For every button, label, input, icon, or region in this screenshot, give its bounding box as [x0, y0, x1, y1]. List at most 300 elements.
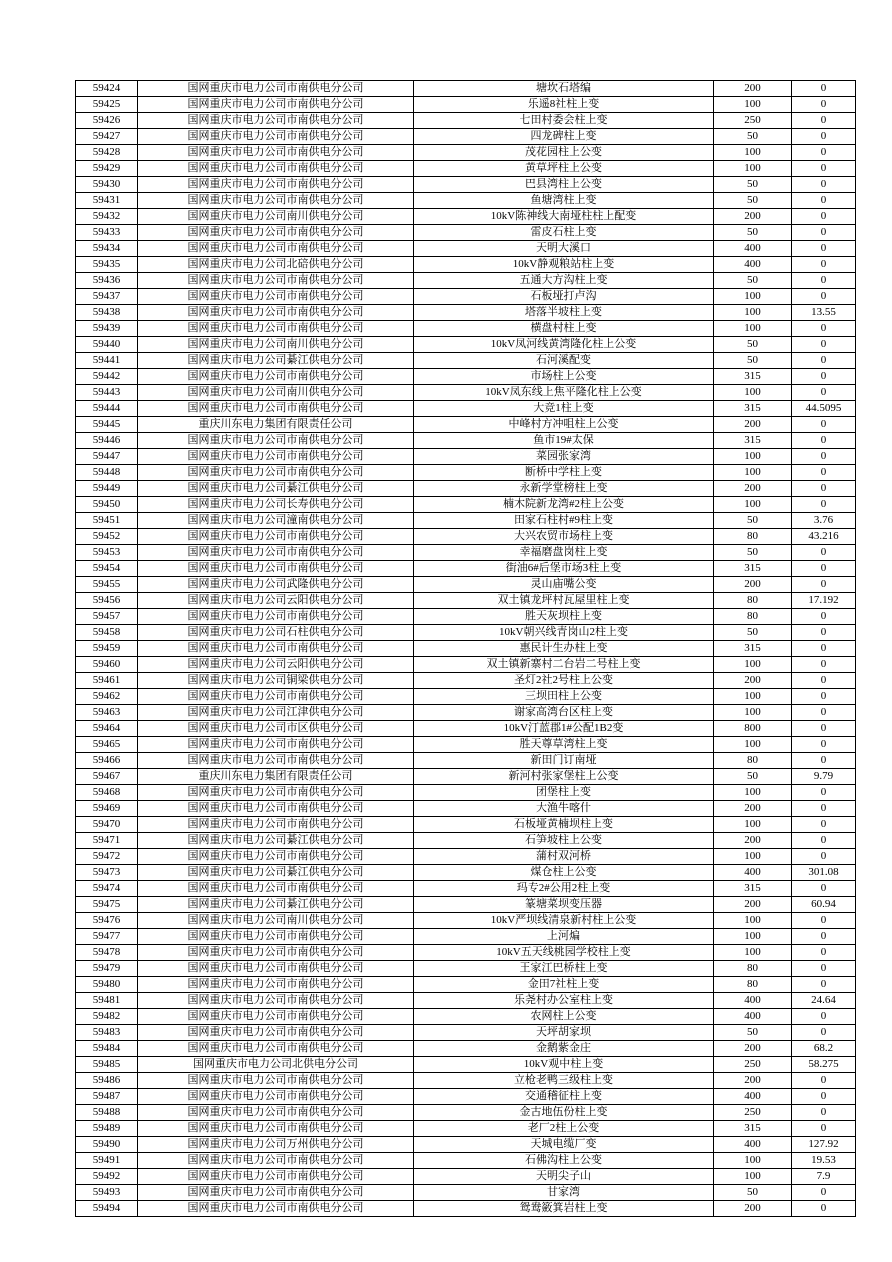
- cell-id: 59450: [76, 497, 138, 513]
- cell-value: 0: [792, 193, 856, 209]
- cell-value: 0: [792, 417, 856, 433]
- cell-capacity: 100: [714, 161, 792, 177]
- table-row: [76, 817, 856, 833]
- cell-id: 59458: [76, 625, 138, 641]
- cell-id: 59482: [76, 1009, 138, 1025]
- cell-name: 塘坎石塔编: [414, 81, 714, 97]
- table-row: [76, 289, 856, 305]
- table-row: [76, 833, 856, 849]
- cell-name: 幸福磨盘岗柱上变: [414, 545, 714, 561]
- cell-id: 59461: [76, 673, 138, 689]
- cell-capacity: 800: [714, 721, 792, 737]
- cell-value: 0: [792, 641, 856, 657]
- cell-org: 重庆川东电力集团有限责任公司: [138, 417, 414, 433]
- cell-value: 0: [792, 289, 856, 305]
- cell-value: 0: [792, 785, 856, 801]
- cell-name: 10kV凤河线黄湾隆化柱上公变: [414, 337, 714, 353]
- cell-org: 重庆川东电力集团有限责任公司: [138, 769, 414, 785]
- cell-org: 国网重庆市电力公司市南供电分公司: [138, 609, 414, 625]
- cell-capacity: 200: [714, 1041, 792, 1057]
- cell-id: 59447: [76, 449, 138, 465]
- cell-id: 59443: [76, 385, 138, 401]
- cell-id: 59446: [76, 433, 138, 449]
- cell-name: 金鹅紫金庄: [414, 1041, 714, 1057]
- transformer-data-table: [75, 80, 856, 1217]
- table-row: [76, 897, 856, 913]
- table-row: [76, 705, 856, 721]
- cell-org: 国网重庆市电力公司綦江供电分公司: [138, 353, 414, 369]
- cell-value: 44.5095: [792, 401, 856, 417]
- cell-value: 9.79: [792, 769, 856, 785]
- cell-id: 59449: [76, 481, 138, 497]
- cell-name: 10kV凤东线上焦平隆化柱上公变: [414, 385, 714, 401]
- cell-org: 国网重庆市电力公司綦江供电分公司: [138, 865, 414, 881]
- table-row: [76, 929, 856, 945]
- cell-name: 石笋坡柱上公变: [414, 833, 714, 849]
- cell-capacity: 400: [714, 1009, 792, 1025]
- cell-name: 王家江巴桥柱上变: [414, 961, 714, 977]
- cell-name: 三坝田柱上公变: [414, 689, 714, 705]
- cell-value: 0: [792, 721, 856, 737]
- cell-org: 国网重庆市电力公司市南供电分公司: [138, 641, 414, 657]
- cell-capacity: 315: [714, 1121, 792, 1137]
- cell-name: 双土镇新寨村二台岩二号柱上变: [414, 657, 714, 673]
- cell-id: 59474: [76, 881, 138, 897]
- table-row: [76, 193, 856, 209]
- table-row: [76, 801, 856, 817]
- cell-capacity: 50: [714, 353, 792, 369]
- table-row: [76, 1025, 856, 1041]
- cell-org: 国网重庆市电力公司市南供电分公司: [138, 881, 414, 897]
- cell-name: 大渔牛喀什: [414, 801, 714, 817]
- cell-value: 0: [792, 465, 856, 481]
- cell-id: 59472: [76, 849, 138, 865]
- cell-org: 国网重庆市电力公司石柱供电分公司: [138, 625, 414, 641]
- cell-id: 59431: [76, 193, 138, 209]
- table-row: [76, 865, 856, 881]
- table-row: [76, 177, 856, 193]
- cell-id: 59492: [76, 1169, 138, 1185]
- table-row: [76, 161, 856, 177]
- cell-org: 国网重庆市电力公司市南供电分公司: [138, 401, 414, 417]
- cell-name: 乐遥8社柱上变: [414, 97, 714, 113]
- cell-org: 国网重庆市电力公司南川供电分公司: [138, 337, 414, 353]
- cell-capacity: 250: [714, 1057, 792, 1073]
- cell-name: 大兴农贸市场柱上变: [414, 529, 714, 545]
- cell-value: 0: [792, 849, 856, 865]
- cell-id: 59434: [76, 241, 138, 257]
- cell-id: 59438: [76, 305, 138, 321]
- cell-id: 59459: [76, 641, 138, 657]
- cell-name: 谢家高湾台区柱上变: [414, 705, 714, 721]
- cell-name: 10kV陈神线大南垭柱柱上配变: [414, 209, 714, 225]
- table-body: [76, 81, 856, 1217]
- cell-org: 国网重庆市电力公司市南供电分公司: [138, 1025, 414, 1041]
- cell-value: 0: [792, 321, 856, 337]
- table-row: [76, 305, 856, 321]
- cell-name: 惠民计生办柱上变: [414, 641, 714, 657]
- cell-name: 街油6#后堡市场3柱上变: [414, 561, 714, 577]
- cell-value: 0: [792, 497, 856, 513]
- cell-org: 国网重庆市电力公司市南供电分公司: [138, 273, 414, 289]
- cell-org: 国网重庆市电力公司市南供电分公司: [138, 289, 414, 305]
- table-row: [76, 529, 856, 545]
- cell-value: 0: [792, 481, 856, 497]
- cell-org: 国网重庆市电力公司市南供电分公司: [138, 449, 414, 465]
- table-row: [76, 849, 856, 865]
- cell-capacity: 200: [714, 209, 792, 225]
- table-row: [76, 1057, 856, 1073]
- cell-capacity: 400: [714, 1137, 792, 1153]
- cell-value: 0: [792, 209, 856, 225]
- cell-capacity: 100: [714, 449, 792, 465]
- table-row: [76, 721, 856, 737]
- cell-name: 楠木院新龙湾#2柱上公变: [414, 497, 714, 513]
- table-row: [76, 81, 856, 97]
- cell-capacity: 100: [714, 689, 792, 705]
- table-row: [76, 881, 856, 897]
- cell-value: 17.192: [792, 593, 856, 609]
- cell-id: 59469: [76, 801, 138, 817]
- cell-capacity: 100: [714, 497, 792, 513]
- cell-id: 59439: [76, 321, 138, 337]
- table-row: [76, 913, 856, 929]
- table-row: [76, 1153, 856, 1169]
- table-row: [76, 689, 856, 705]
- cell-value: 0: [792, 145, 856, 161]
- cell-name: 灵山庙嘴公变: [414, 577, 714, 593]
- cell-name: 玛专2#公用2柱上变: [414, 881, 714, 897]
- table-row: [76, 1009, 856, 1025]
- cell-capacity: 400: [714, 1089, 792, 1105]
- cell-id: 59467: [76, 769, 138, 785]
- cell-org: 国网重庆市电力公司市南供电分公司: [138, 1153, 414, 1169]
- table-row: [76, 1137, 856, 1153]
- cell-id: 59476: [76, 913, 138, 929]
- cell-value: 0: [792, 705, 856, 721]
- cell-name: 10kV观中柱上变: [414, 1057, 714, 1073]
- cell-id: 59441: [76, 353, 138, 369]
- cell-value: 0: [792, 81, 856, 97]
- cell-name: 断桥中学柱上变: [414, 465, 714, 481]
- cell-value: 0: [792, 689, 856, 705]
- cell-name: 10kV朝兴线青岗山2柱上变: [414, 625, 714, 641]
- cell-org: 国网重庆市电力公司市南供电分公司: [138, 145, 414, 161]
- cell-value: 0: [792, 881, 856, 897]
- cell-id: 59437: [76, 289, 138, 305]
- table-row: [76, 977, 856, 993]
- cell-name: 立枪老鸭三级柱上变: [414, 1073, 714, 1089]
- cell-name: 石板垭黄楠坝柱上变: [414, 817, 714, 833]
- cell-name: 篆塘菜坝变压器: [414, 897, 714, 913]
- cell-capacity: 315: [714, 641, 792, 657]
- table-row: [76, 321, 856, 337]
- cell-org: 国网重庆市电力公司市南供电分公司: [138, 1073, 414, 1089]
- cell-id: 59456: [76, 593, 138, 609]
- cell-capacity: 200: [714, 673, 792, 689]
- cell-org: 国网重庆市电力公司市南供电分公司: [138, 321, 414, 337]
- table-row: [76, 657, 856, 673]
- table-row: [76, 465, 856, 481]
- table-row: [76, 609, 856, 625]
- table-row: [76, 625, 856, 641]
- cell-capacity: 50: [714, 193, 792, 209]
- cell-capacity: 50: [714, 129, 792, 145]
- cell-org: 国网重庆市电力公司市南供电分公司: [138, 929, 414, 945]
- cell-org: 国网重庆市电力公司市南供电分公司: [138, 305, 414, 321]
- cell-id: 59485: [76, 1057, 138, 1073]
- cell-id: 59473: [76, 865, 138, 881]
- cell-value: 0: [792, 545, 856, 561]
- cell-org: 国网重庆市电力公司市南供电分公司: [138, 977, 414, 993]
- cell-name: 蒲村双河桥: [414, 849, 714, 865]
- cell-name: 胜天尊草湾柱上变: [414, 737, 714, 753]
- cell-id: 59463: [76, 705, 138, 721]
- cell-name: 交通稽征柱上变: [414, 1089, 714, 1105]
- cell-name: 天坪胡家坝: [414, 1025, 714, 1041]
- cell-name: 上河煸: [414, 929, 714, 945]
- cell-name: 胜天灰坝柱上变: [414, 609, 714, 625]
- cell-id: 59433: [76, 225, 138, 241]
- cell-org: 国网重庆市电力公司武隆供电分公司: [138, 577, 414, 593]
- cell-org: 国网重庆市电力公司市南供电分公司: [138, 545, 414, 561]
- cell-capacity: 200: [714, 801, 792, 817]
- cell-id: 59444: [76, 401, 138, 417]
- cell-id: 59478: [76, 945, 138, 961]
- cell-id: 59436: [76, 273, 138, 289]
- cell-capacity: 50: [714, 769, 792, 785]
- table-row: [76, 1041, 856, 1057]
- cell-value: 0: [792, 833, 856, 849]
- cell-org: 国网重庆市电力公司长寿供电分公司: [138, 497, 414, 513]
- cell-capacity: 100: [714, 145, 792, 161]
- cell-capacity: 315: [714, 401, 792, 417]
- cell-capacity: 100: [714, 1153, 792, 1169]
- cell-org: 国网重庆市电力公司市南供电分公司: [138, 689, 414, 705]
- cell-name: 煤仓柱上公变: [414, 865, 714, 881]
- cell-org: 国网重庆市电力公司市南供电分公司: [138, 817, 414, 833]
- cell-capacity: 400: [714, 241, 792, 257]
- cell-capacity: 50: [714, 1185, 792, 1201]
- cell-name: 茂花园柱上公变: [414, 145, 714, 161]
- cell-value: 0: [792, 113, 856, 129]
- cell-id: 59460: [76, 657, 138, 673]
- cell-id: 59489: [76, 1121, 138, 1137]
- table-row: [76, 209, 856, 225]
- cell-id: 59479: [76, 961, 138, 977]
- cell-capacity: 315: [714, 433, 792, 449]
- cell-name: 圣灯2社2号柱上公变: [414, 673, 714, 689]
- cell-id: 59426: [76, 113, 138, 129]
- cell-id: 59424: [76, 81, 138, 97]
- cell-org: 国网重庆市电力公司北碚供电分公司: [138, 257, 414, 273]
- cell-org: 国网重庆市电力公司市南供电分公司: [138, 1041, 414, 1057]
- cell-name: 10kV严坝线清泉新村柱上公变: [414, 913, 714, 929]
- cell-org: 国网重庆市电力公司南川供电分公司: [138, 913, 414, 929]
- cell-org: 国网重庆市电力公司南川供电分公司: [138, 385, 414, 401]
- cell-id: 59470: [76, 817, 138, 833]
- cell-value: 0: [792, 1105, 856, 1121]
- cell-capacity: 100: [714, 289, 792, 305]
- cell-org: 国网重庆市电力公司綦江供电分公司: [138, 897, 414, 913]
- cell-org: 国网重庆市电力公司市南供电分公司: [138, 737, 414, 753]
- cell-id: 59457: [76, 609, 138, 625]
- cell-name: 鸳鸯籢箕岩柱上变: [414, 1201, 714, 1217]
- cell-org: 国网重庆市电力公司市南供电分公司: [138, 961, 414, 977]
- cell-value: 0: [792, 1185, 856, 1201]
- cell-org: 国网重庆市电力公司万州供电分公司: [138, 1137, 414, 1153]
- cell-capacity: 100: [714, 465, 792, 481]
- cell-capacity: 315: [714, 881, 792, 897]
- cell-value: 0: [792, 273, 856, 289]
- cell-value: 0: [792, 353, 856, 369]
- cell-id: 59494: [76, 1201, 138, 1217]
- cell-name: 鱼塘湾柱上变: [414, 193, 714, 209]
- cell-id: 59486: [76, 1073, 138, 1089]
- cell-name: 黄草坪柱上公变: [414, 161, 714, 177]
- cell-name: 甘家湾: [414, 1185, 714, 1201]
- cell-name: 团堡柱上变: [414, 785, 714, 801]
- cell-value: 0: [792, 129, 856, 145]
- table-row: [76, 385, 856, 401]
- cell-name: 老厂2柱上公变: [414, 1121, 714, 1137]
- table-row: [76, 417, 856, 433]
- cell-value: 13.55: [792, 305, 856, 321]
- cell-value: 0: [792, 1009, 856, 1025]
- cell-capacity: 50: [714, 225, 792, 241]
- cell-name: 五通大方沟柱上变: [414, 273, 714, 289]
- cell-org: 国网重庆市电力公司市南供电分公司: [138, 1105, 414, 1121]
- table-row: [76, 545, 856, 561]
- cell-value: 7.9: [792, 1169, 856, 1185]
- cell-value: 68.2: [792, 1041, 856, 1057]
- cell-name: 四龙碑柱上变: [414, 129, 714, 145]
- cell-capacity: 80: [714, 961, 792, 977]
- cell-name: 10kV五天线桃园学校柱上变: [414, 945, 714, 961]
- cell-capacity: 250: [714, 113, 792, 129]
- cell-capacity: 315: [714, 561, 792, 577]
- cell-name: 菜园张家湾: [414, 449, 714, 465]
- table-row: [76, 513, 856, 529]
- cell-id: 59429: [76, 161, 138, 177]
- cell-value: 0: [792, 817, 856, 833]
- cell-capacity: 100: [714, 737, 792, 753]
- cell-name: 天明尖子山: [414, 1169, 714, 1185]
- cell-org: 国网重庆市电力公司市南供电分公司: [138, 529, 414, 545]
- cell-id: 59484: [76, 1041, 138, 1057]
- cell-capacity: 200: [714, 897, 792, 913]
- cell-id: 59428: [76, 145, 138, 161]
- cell-value: 60.94: [792, 897, 856, 913]
- table-row: [76, 369, 856, 385]
- cell-capacity: 50: [714, 177, 792, 193]
- cell-value: 0: [792, 561, 856, 577]
- cell-name: 横盘村柱上变: [414, 321, 714, 337]
- cell-capacity: 50: [714, 625, 792, 641]
- cell-value: 0: [792, 257, 856, 273]
- cell-id: 59432: [76, 209, 138, 225]
- cell-name: 天明大溪口: [414, 241, 714, 257]
- cell-capacity: 200: [714, 417, 792, 433]
- table-row: [76, 1121, 856, 1137]
- cell-capacity: 80: [714, 529, 792, 545]
- cell-name: 10kV汀蓝郡1#公配1B2变: [414, 721, 714, 737]
- cell-value: 0: [792, 1025, 856, 1041]
- cell-org: 国网重庆市电力公司潼南供电分公司: [138, 513, 414, 529]
- table-row: [76, 961, 856, 977]
- cell-name: 新河村张家堡柱上公变: [414, 769, 714, 785]
- cell-value: 0: [792, 801, 856, 817]
- cell-capacity: 50: [714, 273, 792, 289]
- cell-id: 59490: [76, 1137, 138, 1153]
- cell-name: 大竞1柱上变: [414, 401, 714, 417]
- cell-capacity: 100: [714, 785, 792, 801]
- table-row: [76, 673, 856, 689]
- cell-org: 国网重庆市电力公司市南供电分公司: [138, 1185, 414, 1201]
- cell-name: 雷皮石柱上变: [414, 225, 714, 241]
- cell-org: 国网重庆市电力公司市南供电分公司: [138, 241, 414, 257]
- cell-id: 59448: [76, 465, 138, 481]
- table-row: [76, 497, 856, 513]
- cell-value: 0: [792, 1089, 856, 1105]
- cell-value: 0: [792, 161, 856, 177]
- cell-value: 0: [792, 673, 856, 689]
- cell-value: 0: [792, 609, 856, 625]
- cell-id: 59452: [76, 529, 138, 545]
- cell-value: 0: [792, 177, 856, 193]
- table-row: [76, 225, 856, 241]
- cell-capacity: 50: [714, 545, 792, 561]
- cell-value: 0: [792, 753, 856, 769]
- cell-value: 0: [792, 241, 856, 257]
- cell-value: 0: [792, 225, 856, 241]
- cell-id: 59435: [76, 257, 138, 273]
- cell-org: 国网重庆市电力公司綦江供电分公司: [138, 833, 414, 849]
- cell-value: 3.76: [792, 513, 856, 529]
- cell-value: 0: [792, 1201, 856, 1217]
- cell-value: 0: [792, 337, 856, 353]
- cell-id: 59430: [76, 177, 138, 193]
- cell-org: 国网重庆市电力公司市南供电分公司: [138, 945, 414, 961]
- table-row: [76, 1073, 856, 1089]
- cell-org: 国网重庆市电力公司綦江供电分公司: [138, 481, 414, 497]
- cell-value: 0: [792, 1121, 856, 1137]
- cell-name: 双土镇龙坪村瓦屋里柱上变: [414, 593, 714, 609]
- cell-name: 石板垭打卢沟: [414, 289, 714, 305]
- cell-name: 金田7社柱上变: [414, 977, 714, 993]
- cell-capacity: 200: [714, 481, 792, 497]
- cell-value: 58.275: [792, 1057, 856, 1073]
- table-row: [76, 1201, 856, 1217]
- cell-name: 巴县湾柱上公变: [414, 177, 714, 193]
- table-row: [76, 1185, 856, 1201]
- table-row: [76, 257, 856, 273]
- cell-capacity: 200: [714, 833, 792, 849]
- table-row: [76, 561, 856, 577]
- table-row: [76, 241, 856, 257]
- cell-capacity: 100: [714, 321, 792, 337]
- cell-capacity: 50: [714, 1025, 792, 1041]
- cell-org: 国网重庆市电力公司市南供电分公司: [138, 561, 414, 577]
- table-row: [76, 273, 856, 289]
- cell-org: 国网重庆市电力公司市南供电分公司: [138, 177, 414, 193]
- table-row: [76, 97, 856, 113]
- table-row: [76, 753, 856, 769]
- cell-name: 鱼市19#太保: [414, 433, 714, 449]
- cell-id: 59427: [76, 129, 138, 145]
- cell-value: 0: [792, 913, 856, 929]
- cell-capacity: 100: [714, 849, 792, 865]
